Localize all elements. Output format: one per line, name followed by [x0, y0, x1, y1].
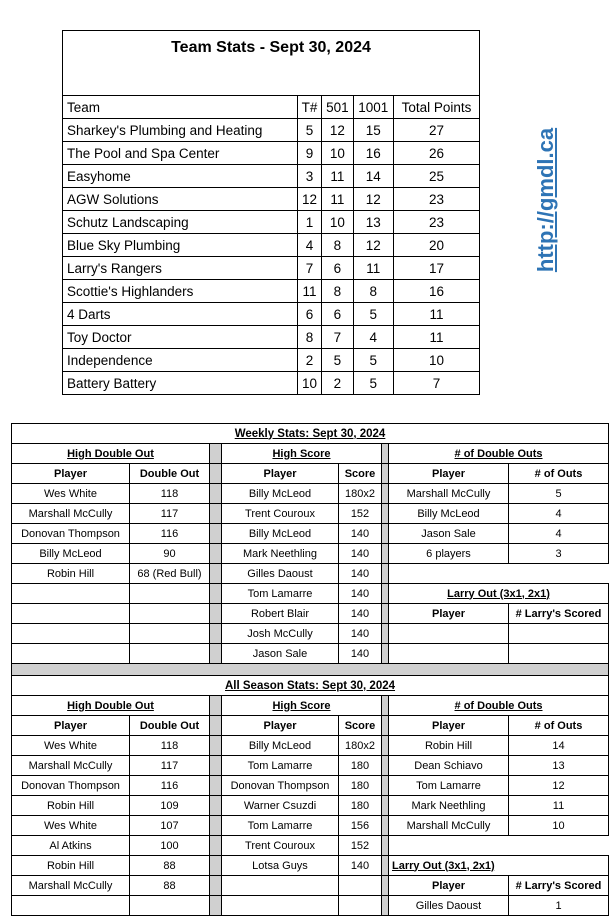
hs-value: 152: [339, 504, 382, 524]
score-1001: 12: [353, 234, 393, 257]
score-501: 6: [322, 303, 354, 326]
website-link[interactable]: http://gmdl.ca: [533, 127, 558, 273]
team-number: 4: [298, 234, 322, 257]
hs-player-header: Player: [222, 716, 339, 736]
column-divider: [382, 444, 389, 464]
hs-player: Lotsa Guys: [222, 856, 339, 876]
team-number: 1: [298, 211, 322, 234]
hdo-value: 116: [130, 776, 210, 796]
column-divider: [210, 716, 222, 736]
stats-row: [12, 484, 609, 504]
column-divider: [382, 736, 389, 756]
hs-value: [339, 876, 382, 896]
hdo-value: [130, 584, 210, 604]
hdo-value: [130, 644, 210, 664]
hdo-player: Marshall McCully: [12, 504, 130, 524]
hs-player: Trent Couroux: [222, 504, 339, 524]
hdo-player: Robin Hill: [12, 796, 130, 816]
column-divider: [210, 876, 222, 896]
score-1001: 14: [353, 165, 393, 188]
hs-player: Tom Lamarre: [222, 584, 339, 604]
total-points: 25: [393, 165, 479, 188]
total-points: 20: [393, 234, 479, 257]
hdo-player: Donovan Thompson: [12, 776, 130, 796]
ndo-value-header: # of Outs: [509, 716, 609, 736]
empty-cell: [389, 564, 609, 584]
ndo-player: Tom Lamarre: [389, 776, 509, 796]
team-row: [63, 349, 480, 372]
hdo-player: [12, 584, 130, 604]
stats-row: [12, 836, 609, 856]
team-name: Scottie's Highlanders: [63, 280, 298, 303]
ndo-player: Jason Sale: [389, 524, 509, 544]
column-divider: [210, 736, 222, 756]
high-score-title: High Score: [222, 444, 382, 464]
team-number: 11: [298, 280, 322, 303]
score-1001: 5: [353, 349, 393, 372]
team-name: Independence: [63, 349, 298, 372]
team-name: Sharkey's Plumbing and Heating: [63, 119, 298, 142]
larry-out-title: Larry Out (3x1, 2x1): [389, 584, 609, 604]
ndo-player: 6 players: [389, 544, 509, 564]
hs-player: Donovan Thompson: [222, 776, 339, 796]
double-outs-title: # of Double Outs: [389, 444, 609, 464]
hdo-player: [12, 604, 130, 624]
hs-player: Mark Neethling: [222, 544, 339, 564]
hdo-player: Donovan Thompson: [12, 524, 130, 544]
header-team: Team: [63, 96, 298, 119]
section-title-row: [12, 676, 609, 696]
hdo-player: [12, 896, 130, 916]
column-divider: [382, 644, 389, 664]
hs-value: 180: [339, 776, 382, 796]
column-divider: [382, 836, 389, 856]
hdo-value: 109: [130, 796, 210, 816]
column-divider: [210, 756, 222, 776]
team-number: 5: [298, 119, 322, 142]
stats-row: [12, 876, 609, 896]
hdo-player: Wes White: [12, 484, 130, 504]
column-divider: [382, 464, 389, 484]
stats-row: [12, 624, 609, 644]
lo-value-header: # Larry's Scored: [509, 876, 609, 896]
column-divider: [382, 504, 389, 524]
hs-player: Tom Lamarre: [222, 816, 339, 836]
team-row: [63, 326, 480, 349]
score-1001: 15: [353, 119, 393, 142]
empty-cell: [389, 836, 609, 856]
total-points: 27: [393, 119, 479, 142]
hdo-player-header: Player: [12, 464, 130, 484]
hdo-player: Marshall McCully: [12, 876, 130, 896]
column-divider: [382, 484, 389, 504]
column-divider: [382, 856, 389, 876]
ndo-player-header: Player: [389, 464, 509, 484]
score-501: 6: [322, 257, 354, 280]
column-divider: [210, 856, 222, 876]
hs-player-header: Player: [222, 464, 339, 484]
team-number: 7: [298, 257, 322, 280]
total-points: 10: [393, 349, 479, 372]
ndo-player: Billy McLeod: [389, 504, 509, 524]
total-points: 7: [393, 372, 479, 395]
ndo-value: 4: [509, 504, 609, 524]
section-spacer: [12, 664, 609, 676]
stats-row: [12, 584, 609, 604]
team-row: [63, 257, 480, 280]
hdo-value: 68 (Red Bull): [130, 564, 210, 584]
hs-value: 140: [339, 644, 382, 664]
stats-row: [12, 544, 609, 564]
score-501: 7: [322, 326, 354, 349]
hdo-player: [12, 644, 130, 664]
high-score-title: High Score: [222, 696, 382, 716]
column-divider: [382, 816, 389, 836]
column-divider: [210, 816, 222, 836]
group-title-row: [12, 444, 609, 464]
column-divider: [210, 776, 222, 796]
hdo-value: 117: [130, 504, 210, 524]
hdo-player: Robin Hill: [12, 856, 130, 876]
team-row: [63, 372, 480, 395]
column-divider: [210, 696, 222, 716]
lo-player: [389, 644, 509, 664]
ndo-player: Mark Neethling: [389, 796, 509, 816]
lo-value-header: # Larry's Scored: [509, 604, 609, 624]
hs-player: [222, 876, 339, 896]
hs-player: Jason Sale: [222, 644, 339, 664]
column-divider: [210, 524, 222, 544]
ndo-value: 4: [509, 524, 609, 544]
hs-value: 140: [339, 604, 382, 624]
score-501: 8: [322, 280, 354, 303]
hdo-value: 88: [130, 856, 210, 876]
header-team-number: T#: [298, 96, 322, 119]
stats-row: [12, 756, 609, 776]
column-divider: [382, 584, 389, 604]
team-number: 9: [298, 142, 322, 165]
lo-player-header: Player: [389, 876, 509, 896]
ndo-value: 10: [509, 816, 609, 836]
team-stats-title: Team Stats - Sept 30, 2024: [63, 31, 480, 96]
column-divider: [382, 564, 389, 584]
ndo-player: Dean Schiavo: [389, 756, 509, 776]
stats-row: [12, 796, 609, 816]
hdo-player: Al Atkins: [12, 836, 130, 856]
hdo-player: Wes White: [12, 736, 130, 756]
hdo-value: 100: [130, 836, 210, 856]
hs-player: Billy McLeod: [222, 524, 339, 544]
stats-row: [12, 856, 609, 876]
column-divider: [382, 544, 389, 564]
hs-value: 180: [339, 796, 382, 816]
team-number: 3: [298, 165, 322, 188]
lo-player: Gilles Daoust: [389, 896, 509, 916]
score-501: 11: [322, 188, 354, 211]
column-header-row: [12, 464, 609, 484]
hs-player: Warner Csuzdi: [222, 796, 339, 816]
lo-player-header: Player: [389, 604, 509, 624]
ndo-value: 11: [509, 796, 609, 816]
score-1001: 4: [353, 326, 393, 349]
stats-row: [12, 776, 609, 796]
hdo-value-header: Double Out: [130, 464, 210, 484]
column-divider: [210, 464, 222, 484]
ndo-value: 3: [509, 544, 609, 564]
larry-out-title: Larry Out (3x1, 2x1): [389, 856, 609, 876]
hdo-player: [12, 624, 130, 644]
total-points: 16: [393, 280, 479, 303]
team-number: 12: [298, 188, 322, 211]
hs-value: 180: [339, 756, 382, 776]
team-number: 2: [298, 349, 322, 372]
team-name: Easyhome: [63, 165, 298, 188]
hs-value: 140: [339, 856, 382, 876]
team-name: 4 Darts: [63, 303, 298, 326]
lo-value: [509, 644, 609, 664]
hs-value: 140: [339, 624, 382, 644]
stats-row: [12, 604, 609, 624]
column-divider: [210, 836, 222, 856]
column-divider: [382, 524, 389, 544]
ndo-value: 14: [509, 736, 609, 756]
team-stats-header-row: [63, 96, 480, 119]
team-name: Toy Doctor: [63, 326, 298, 349]
column-divider: [382, 624, 389, 644]
hdo-value: 118: [130, 736, 210, 756]
hs-value: 140: [339, 584, 382, 604]
hs-value: 140: [339, 544, 382, 564]
total-points: 11: [393, 303, 479, 326]
group-title-row: [12, 696, 609, 716]
stats-row: [12, 816, 609, 836]
section-title: Weekly Stats: Sept 30, 2024: [12, 424, 609, 444]
hs-player: Robert Blair: [222, 604, 339, 624]
hs-player: Tom Lamarre: [222, 756, 339, 776]
total-points: 11: [393, 326, 479, 349]
hs-player: Billy McLeod: [222, 736, 339, 756]
ndo-value: 13: [509, 756, 609, 776]
hdo-value: 107: [130, 816, 210, 836]
column-divider: [210, 484, 222, 504]
hs-player: [222, 896, 339, 916]
hdo-value-header: Double Out: [130, 716, 210, 736]
team-number: 8: [298, 326, 322, 349]
score-1001: 12: [353, 188, 393, 211]
ndo-player: Marshall McCully: [389, 816, 509, 836]
stats-row: [12, 564, 609, 584]
hs-value: 152: [339, 836, 382, 856]
ndo-player-header: Player: [389, 716, 509, 736]
hdo-value: 90: [130, 544, 210, 564]
hdo-player: Marshall McCully: [12, 756, 130, 776]
team-row: [63, 188, 480, 211]
hdo-value: 116: [130, 524, 210, 544]
lo-player: [389, 624, 509, 644]
total-points: 17: [393, 257, 479, 280]
team-name: Larry's Rangers: [63, 257, 298, 280]
column-divider: [210, 796, 222, 816]
column-divider: [382, 604, 389, 624]
score-1001: 5: [353, 303, 393, 326]
team-number: 6: [298, 303, 322, 326]
hs-value: 140: [339, 524, 382, 544]
score-501: 2: [322, 372, 354, 395]
column-divider: [210, 544, 222, 564]
lo-value: [509, 624, 609, 644]
hs-value-header: Score: [339, 716, 382, 736]
section-title-row: [12, 424, 609, 444]
hs-player: Josh McCully: [222, 624, 339, 644]
column-divider: [382, 716, 389, 736]
team-name: Battery Battery: [63, 372, 298, 395]
score-501: 12: [322, 119, 354, 142]
high-double-out-title: High Double Out: [12, 696, 210, 716]
score-501: 11: [322, 165, 354, 188]
ndo-value: 12: [509, 776, 609, 796]
column-divider: [210, 644, 222, 664]
column-divider: [382, 696, 389, 716]
ndo-value-header: # of Outs: [509, 464, 609, 484]
team-number: 10: [298, 372, 322, 395]
high-double-out-title: High Double Out: [12, 444, 210, 464]
column-divider: [382, 776, 389, 796]
hdo-player: Wes White: [12, 816, 130, 836]
hs-player: Trent Couroux: [222, 836, 339, 856]
team-name: The Pool and Spa Center: [63, 142, 298, 165]
score-1001: 5: [353, 372, 393, 395]
header-1001: 1001: [353, 96, 393, 119]
column-divider: [210, 564, 222, 584]
hs-value: 156: [339, 816, 382, 836]
column-divider: [382, 896, 389, 916]
total-points: 23: [393, 211, 479, 234]
double-outs-title: # of Double Outs: [389, 696, 609, 716]
column-header-row: [12, 716, 609, 736]
hdo-value: [130, 896, 210, 916]
column-divider: [210, 896, 222, 916]
header-501: 501: [322, 96, 354, 119]
score-1001: 11: [353, 257, 393, 280]
score-1001: 16: [353, 142, 393, 165]
team-row: [63, 234, 480, 257]
hdo-value: 88: [130, 876, 210, 896]
team-row: [63, 211, 480, 234]
ndo-value: 5: [509, 484, 609, 504]
column-divider: [382, 876, 389, 896]
ndo-player: Robin Hill: [389, 736, 509, 756]
lo-value: 1: [509, 896, 609, 916]
hdo-value: [130, 624, 210, 644]
player-stats-table: [11, 423, 609, 916]
team-row: [63, 119, 480, 142]
score-1001: 8: [353, 280, 393, 303]
score-501: 10: [322, 142, 354, 165]
stats-row: [12, 644, 609, 664]
score-501: 8: [322, 234, 354, 257]
stats-row: [12, 524, 609, 544]
team-stats-table: [62, 30, 480, 395]
spacer-cell: [12, 664, 609, 676]
stats-row: [12, 896, 609, 916]
column-divider: [210, 444, 222, 464]
ndo-player: Marshall McCully: [389, 484, 509, 504]
hdo-value: [130, 604, 210, 624]
hdo-value: 117: [130, 756, 210, 776]
column-divider: [382, 796, 389, 816]
total-points: 23: [393, 188, 479, 211]
team-name: Blue Sky Plumbing: [63, 234, 298, 257]
hs-value-header: Score: [339, 464, 382, 484]
score-501: 5: [322, 349, 354, 372]
team-row: [63, 142, 480, 165]
column-divider: [210, 624, 222, 644]
hdo-player: Robin Hill: [12, 564, 130, 584]
team-row: [63, 303, 480, 326]
stats-row: [12, 504, 609, 524]
hs-value: 140: [339, 564, 382, 584]
section-title: All Season Stats: Sept 30, 2024: [12, 676, 609, 696]
team-row: [63, 165, 480, 188]
total-points: 26: [393, 142, 479, 165]
hdo-player-header: Player: [12, 716, 130, 736]
team-row: [63, 280, 480, 303]
column-divider: [210, 584, 222, 604]
hs-value: [339, 896, 382, 916]
hs-player: Billy McLeod: [222, 484, 339, 504]
score-1001: 13: [353, 211, 393, 234]
hdo-value: 118: [130, 484, 210, 504]
column-divider: [210, 504, 222, 524]
hs-player: Gilles Daoust: [222, 564, 339, 584]
hdo-player: Billy McLeod: [12, 544, 130, 564]
team-name: Schutz Landscaping: [63, 211, 298, 234]
stats-row: [12, 736, 609, 756]
header-total-points: Total Points: [393, 96, 479, 119]
score-501: 10: [322, 211, 354, 234]
column-divider: [382, 756, 389, 776]
hs-value: 180x2: [339, 484, 382, 504]
column-divider: [210, 604, 222, 624]
hs-value: 180x2: [339, 736, 382, 756]
team-name: AGW Solutions: [63, 188, 298, 211]
